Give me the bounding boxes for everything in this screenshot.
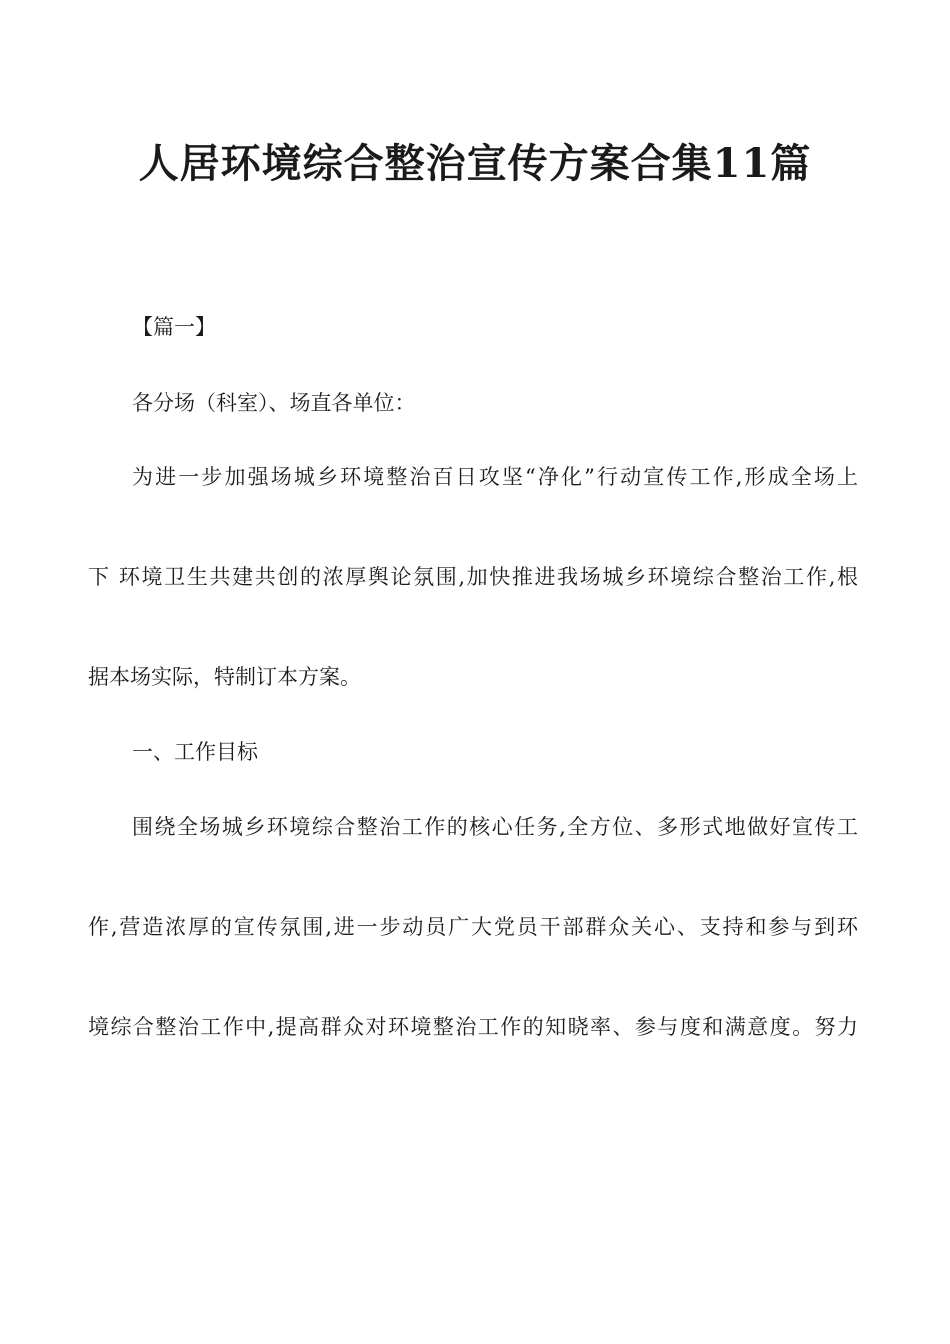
- paragraph1-line2: 下 环境卫生共建共创的浓厚舆论氛围,加快推进我场城乡环境综合整治工作,根: [88, 565, 858, 589]
- paragraph2-line3: 境综合整治工作中,提高群众对环境整治工作的知晓率、参与度和满意度。努力: [88, 1015, 858, 1039]
- section-heading: 一、工作目标: [132, 740, 258, 764]
- paragraph2-line2: 作,营造浓厚的宣传氛围,进一步动员广大党员干部群众关心、支持和参与到环: [88, 915, 858, 939]
- paragraph1-line1: 为进一步加强场城乡环境整治百日攻坚“净化”行动宣传工作,形成全场上: [132, 465, 858, 489]
- document-title: 人居环境综合整治宣传方案合集11篇: [138, 140, 812, 187]
- salutation: 各分场（科室）、场直各单位：: [132, 391, 416, 415]
- paragraph2-line1: 围绕全场城乡环境综合整治工作的核心任务,全方位、多形式地做好宣传工: [132, 815, 858, 839]
- section-label: 【篇一】: [132, 315, 216, 339]
- paragraph1-line3: 据本场实际，特制订本方案。: [88, 665, 361, 689]
